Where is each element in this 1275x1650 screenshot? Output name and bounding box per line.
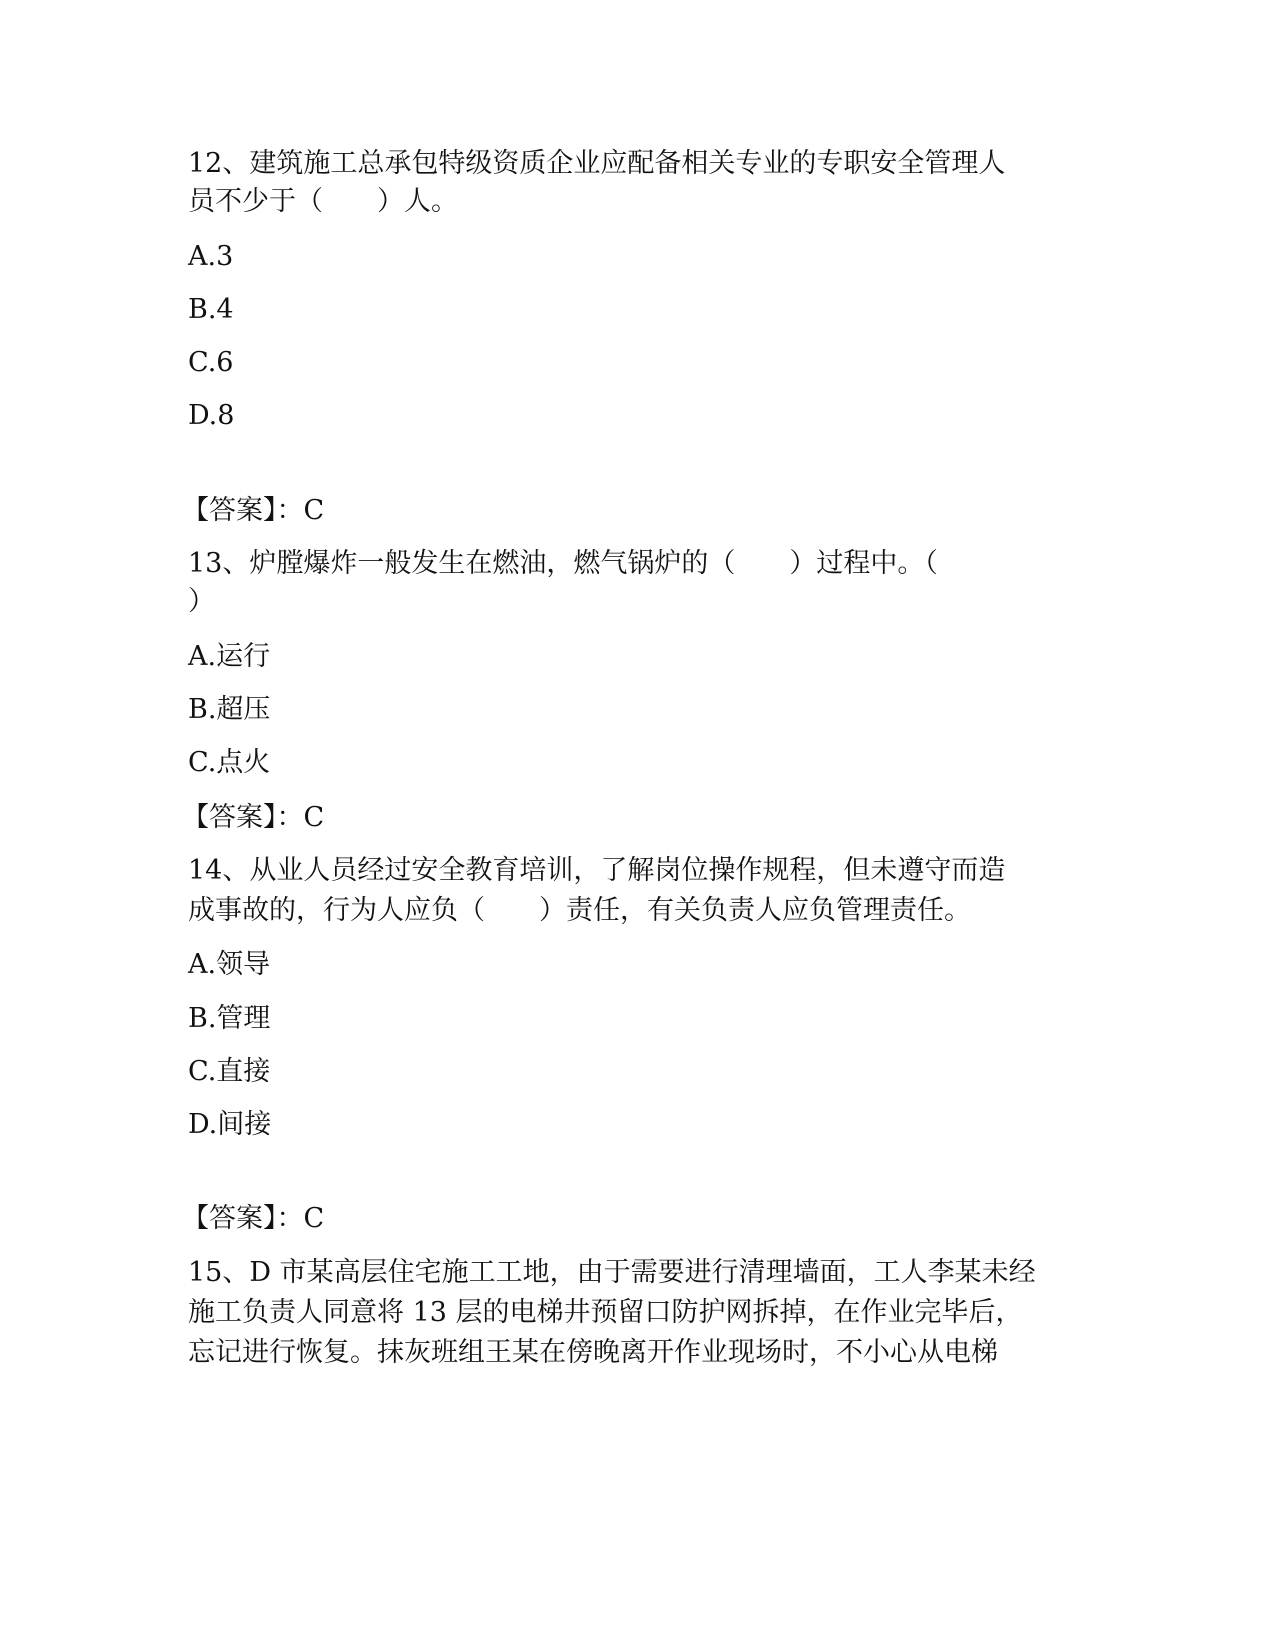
q14-answer: 【答案】：C	[182, 1203, 325, 1234]
q13-answer: 【答案】：C	[182, 802, 325, 833]
q12-answer: 【答案】：C	[182, 495, 325, 526]
q14-stem-line-1: 14、从业人员经过安全教育培训，了解岗位操作规程，但未遵守而造	[188, 855, 1006, 886]
q13-option-b: B.超压	[188, 694, 271, 725]
q14-option-b: B.管理	[188, 1003, 271, 1034]
q14-option-d: D.间接	[188, 1109, 272, 1140]
q15-stem-line-3: 忘记进行恢复。抹灰班组王某在傍晚离开作业现场时，不小心从电梯	[188, 1337, 998, 1368]
q14-stem-line-2: 成事故的，行为人应负（ ）责任，有关负责人应负管理责任。	[188, 895, 971, 926]
q15-stem-line-2: 施工负责人同意将 13 层的电梯井预留口防护网拆掉，在作业完毕后，	[188, 1297, 1023, 1328]
q13-option-c: C.点火	[188, 747, 271, 778]
q12-option-d: D.8	[188, 400, 235, 431]
q12-stem-line-2: 员不少于（ ）人。	[188, 186, 458, 217]
q12-stem-line-1: 12、建筑施工总承包特级资质企业应配备相关专业的专职安全管理人	[188, 148, 1006, 179]
q12-option-b: B.4	[188, 294, 234, 325]
q15-stem-line-1: 15、D 市某高层住宅施工工地，由于需要进行清理墙面，工人李某未经	[188, 1257, 1036, 1288]
q14-option-a: A.领导	[188, 949, 271, 980]
q13-option-a: A.运行	[188, 641, 271, 672]
q14-option-c: C.直接	[188, 1056, 271, 1087]
q13-stem-line-2: ）	[188, 586, 215, 617]
q13-stem-line-1: 13、炉膛爆炸一般发生在燃油，燃气锅炉的（ ）过程中。（	[188, 548, 938, 579]
q12-option-a: A.3	[188, 241, 234, 272]
q12-option-c: C.6	[188, 347, 234, 378]
